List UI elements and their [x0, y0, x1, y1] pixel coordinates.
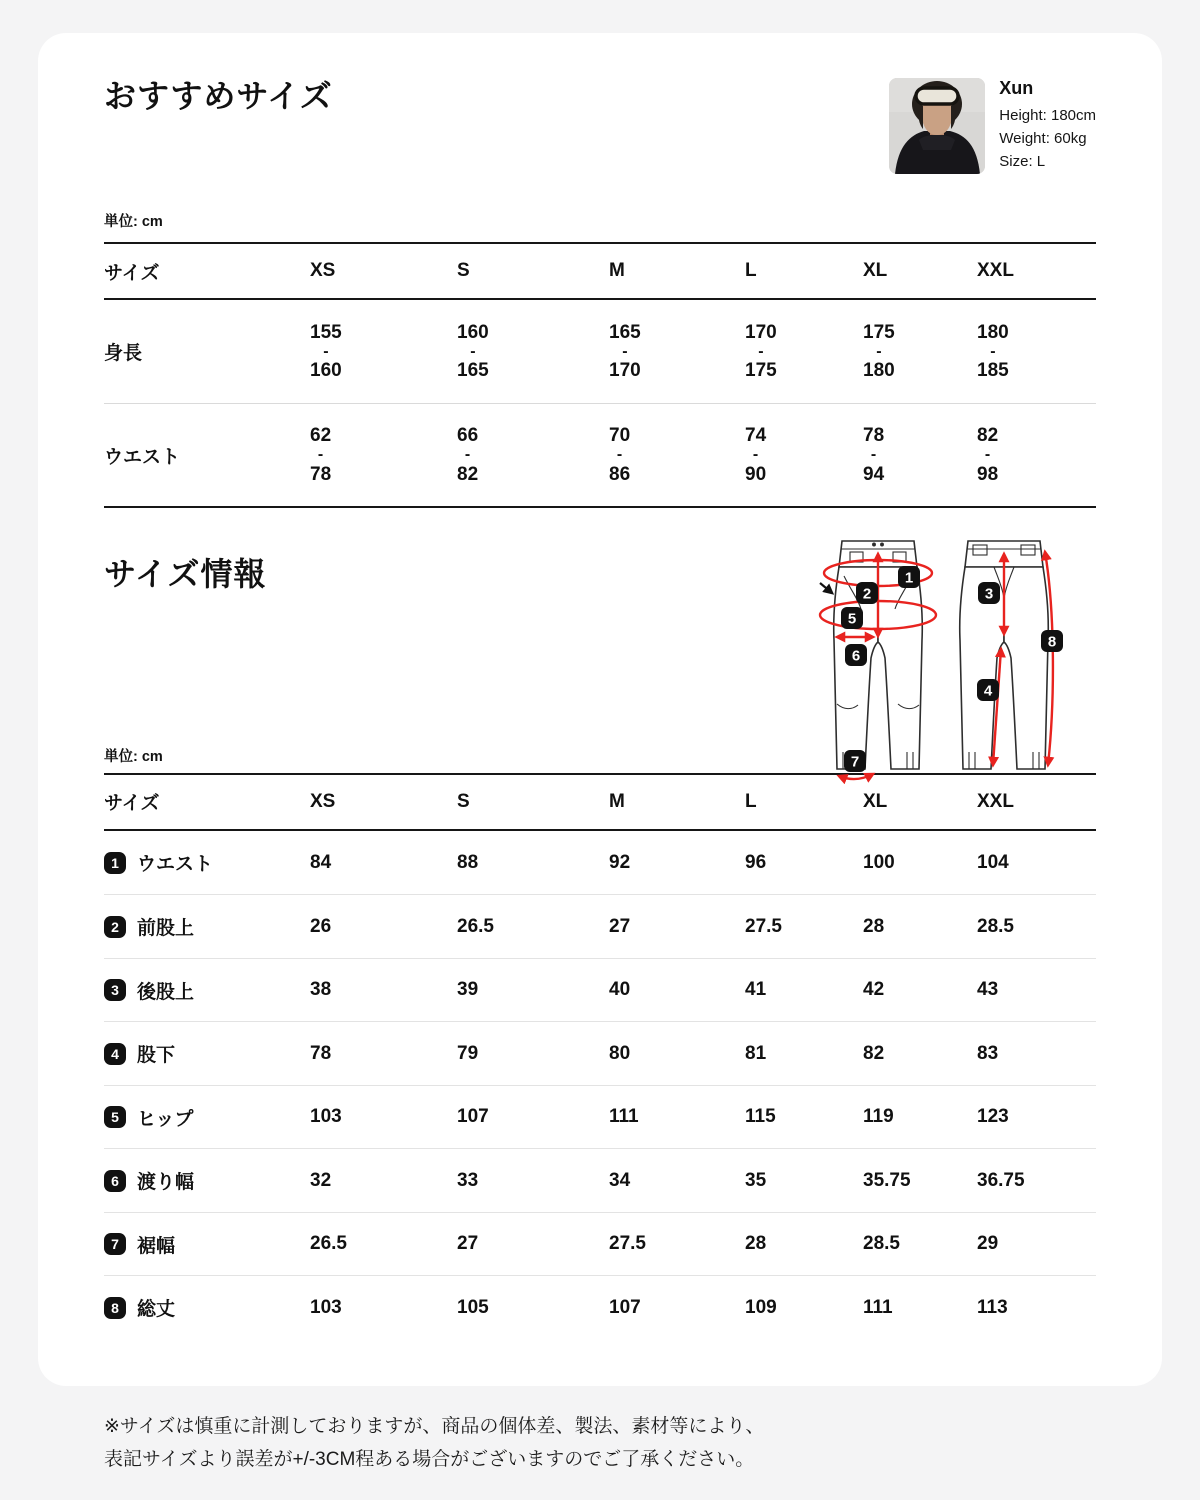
range-value — [863, 423, 884, 487]
row-label — [104, 1231, 310, 1258]
row-label — [104, 849, 310, 876]
value-cell: 107 — [457, 1106, 489, 1128]
range-to: 175 — [745, 360, 777, 382]
table-row — [104, 1085, 1096, 1149]
value-cell: 36.75 — [977, 1169, 1025, 1191]
value-cell: 104 — [977, 851, 1009, 873]
range-value — [977, 320, 1009, 384]
value-cell: 88 — [457, 851, 479, 873]
unit-label: 単位: cm — [104, 748, 163, 765]
range-dash: - — [622, 342, 628, 360]
row-label-text: 渡り幅 — [137, 1172, 195, 1194]
value-cell: 27.5 — [609, 1233, 646, 1255]
range-from: 70 — [609, 425, 631, 447]
value-cell: 27.5 — [745, 915, 782, 937]
measure-badge: 2 — [104, 916, 126, 938]
value-cell — [977, 320, 1096, 384]
row-label-text: 後股上 — [137, 981, 195, 1003]
value-cell — [977, 423, 1096, 487]
range-from: 74 — [745, 425, 767, 447]
svg-text:3: 3 — [984, 585, 994, 603]
range-value — [745, 320, 777, 384]
range-from: 62 — [310, 425, 332, 447]
value-cell: 28.5 — [977, 915, 1014, 937]
unit-label: 単位: cm — [104, 214, 163, 230]
row-label — [104, 1104, 310, 1131]
badge-7 — [844, 750, 866, 772]
range-to: 78 — [310, 463, 332, 485]
pocket-pointer-icon — [820, 583, 832, 593]
measure-badge: 5 — [104, 1106, 126, 1128]
pants-diagram-svg — [808, 536, 1100, 784]
table-row — [104, 404, 1096, 508]
value-cell: 28 — [745, 1233, 767, 1255]
value-cell: 111 — [863, 1296, 893, 1318]
row-label: 身長 — [104, 343, 143, 364]
value-cell: 107 — [609, 1296, 641, 1318]
table-header-row — [104, 244, 1096, 300]
range-from: 155 — [310, 321, 342, 343]
value-cell: 113 — [977, 1296, 1008, 1318]
value-cell — [310, 423, 457, 487]
table-row — [104, 1275, 1096, 1339]
model-info — [889, 78, 1096, 174]
value-cell: 34 — [609, 1169, 631, 1191]
value-cell: 42 — [863, 979, 885, 1001]
row-label — [104, 977, 310, 1004]
range-value — [745, 423, 766, 487]
row-label — [104, 913, 310, 940]
range-dash: - — [752, 446, 759, 464]
disclaimer-line-1: ※サイズは慎重に計測しておりますが、商品の個体差、製法、素材等により、 — [104, 1416, 765, 1437]
size-chart-card — [38, 33, 1162, 1386]
value-cell: 79 — [457, 1042, 479, 1064]
measure-badge: 4 — [104, 1043, 126, 1065]
value-cell — [609, 320, 745, 384]
range-value — [310, 320, 342, 384]
value-cell: 103 — [310, 1106, 342, 1128]
range-dash: - — [758, 342, 764, 360]
value-cell: 103 — [310, 1296, 342, 1318]
column-header: L — [745, 790, 757, 812]
row-label-text: ウエスト — [137, 854, 214, 876]
value-cell: 96 — [745, 851, 767, 873]
model-weight: Weight: 60kg — [999, 130, 1087, 147]
size-info-table — [104, 773, 1096, 1339]
column-header: XL — [863, 260, 888, 281]
value-cell: 32 — [310, 1169, 332, 1191]
svg-text:5: 5 — [847, 610, 857, 628]
value-cell: 123 — [977, 1106, 1009, 1128]
range-dash: - — [323, 342, 329, 360]
badge-5 — [841, 607, 863, 629]
value-cell: 100 — [863, 851, 895, 873]
value-cell: 35 — [745, 1169, 767, 1191]
row-label-text: 前股上 — [137, 918, 195, 940]
model-portrait-illustration — [889, 78, 985, 174]
value-cell: 28.5 — [863, 1233, 900, 1255]
value-cell: 119 — [863, 1106, 894, 1128]
page-title: おすすめサイズ — [104, 78, 333, 114]
row-label-text: 総丈 — [137, 1299, 176, 1321]
disclaimer-line-2: 表記サイズより誤差が+/-3CM程ある場合がございますのでご了承ください。 — [104, 1449, 755, 1470]
column-header: サイズ — [104, 262, 160, 284]
model-name: Xun — [999, 78, 1034, 98]
table-row — [104, 1212, 1096, 1276]
range-dash: - — [876, 342, 882, 360]
value-cell: 29 — [977, 1233, 999, 1255]
range-dash: - — [317, 446, 324, 464]
model-height: Height: 180cm — [999, 107, 1096, 124]
model-photo — [889, 78, 985, 174]
value-cell: 41 — [745, 979, 767, 1001]
value-cell: 83 — [977, 1042, 999, 1064]
value-cell — [457, 423, 609, 487]
table-row — [104, 300, 1096, 404]
range-dash: - — [984, 446, 991, 464]
range-to: 86 — [609, 463, 631, 485]
range-from: 175 — [863, 321, 895, 343]
range-from: 82 — [977, 425, 999, 447]
badge-1 — [898, 566, 920, 588]
range-to: 94 — [863, 463, 885, 485]
column-header: S — [457, 260, 470, 281]
value-cell: 27 — [609, 915, 631, 937]
table-row — [104, 1021, 1096, 1085]
value-cell: 105 — [457, 1296, 489, 1318]
svg-text:7: 7 — [850, 753, 860, 771]
badge-8 — [1041, 630, 1063, 652]
row-label — [104, 1040, 310, 1067]
badge-6 — [845, 644, 867, 666]
range-value — [457, 320, 489, 384]
model-text — [999, 78, 1096, 174]
size-info-title: サイズ情報 — [104, 556, 267, 592]
table-row — [104, 894, 1096, 958]
column-header: サイズ — [104, 793, 160, 815]
pants-measurement-diagram — [808, 536, 1100, 784]
range-from: 165 — [609, 321, 641, 343]
measure-badge: 7 — [104, 1233, 126, 1255]
range-value — [977, 423, 998, 487]
column-header: M — [609, 790, 625, 812]
range-to: 82 — [457, 463, 479, 485]
range-from: 170 — [745, 321, 777, 343]
recommended-size-table — [104, 242, 1096, 508]
svg-text:4: 4 — [983, 682, 993, 700]
value-cell: 78 — [310, 1042, 332, 1064]
table-row — [104, 958, 1096, 1022]
range-to: 170 — [609, 360, 641, 382]
column-header: M — [609, 260, 625, 281]
range-value — [609, 320, 641, 384]
value-cell: 84 — [310, 851, 332, 873]
row-label — [104, 1167, 310, 1194]
range-value — [310, 423, 331, 487]
range-dash: - — [464, 446, 471, 464]
range-to: 165 — [457, 360, 489, 382]
row-label-text: ヒップ — [137, 1108, 194, 1130]
column-header: XS — [310, 260, 336, 281]
range-to: 160 — [310, 360, 342, 382]
disclaimer — [104, 1410, 764, 1476]
range-dash: - — [470, 342, 476, 360]
row-label: ウエスト — [104, 446, 181, 468]
value-cell — [310, 320, 457, 384]
range-dash: - — [990, 342, 996, 360]
column-header: L — [745, 260, 757, 281]
badge-4 — [977, 679, 999, 701]
value-cell: 115 — [745, 1106, 776, 1128]
badge-3 — [978, 582, 1000, 604]
value-cell: 39 — [457, 979, 479, 1001]
svg-text:6: 6 — [851, 647, 861, 665]
range-from: 180 — [977, 321, 1009, 343]
column-header: XS — [310, 790, 336, 812]
row-label — [104, 1294, 310, 1321]
size-info-section — [104, 508, 1096, 1339]
range-from: 78 — [863, 425, 885, 447]
model-size: Size: L — [999, 153, 1046, 170]
value-cell: 92 — [609, 851, 631, 873]
value-cell — [863, 423, 977, 487]
range-to: 98 — [977, 463, 999, 485]
hem-width-arrow — [839, 774, 873, 779]
value-cell: 26 — [310, 915, 332, 937]
column-header: S — [457, 790, 470, 812]
value-cell: 26.5 — [457, 915, 494, 937]
range-value — [863, 320, 895, 384]
header-row — [104, 78, 1096, 174]
svg-text:8: 8 — [1047, 633, 1057, 651]
badge-2 — [856, 582, 878, 604]
range-to: 185 — [977, 360, 1009, 382]
svg-text:2: 2 — [862, 585, 872, 603]
table-row — [104, 831, 1096, 895]
range-value — [457, 423, 478, 487]
row-label-text: 股下 — [137, 1045, 176, 1067]
value-cell — [457, 320, 609, 384]
measure-badge: 8 — [104, 1297, 126, 1319]
measure-badge: 6 — [104, 1170, 126, 1192]
measure-badge: 1 — [104, 852, 126, 874]
value-cell — [609, 423, 745, 487]
value-cell: 111 — [609, 1106, 639, 1128]
value-cell: 26.5 — [310, 1233, 347, 1255]
value-cell: 82 — [863, 1042, 885, 1064]
range-dash: - — [870, 446, 877, 464]
value-cell: 28 — [863, 915, 885, 937]
svg-text:1: 1 — [904, 569, 914, 587]
row-label-text: 裾幅 — [137, 1235, 176, 1257]
range-value — [609, 423, 630, 487]
value-cell: 40 — [609, 979, 631, 1001]
value-cell: 27 — [457, 1233, 479, 1255]
value-cell — [745, 423, 863, 487]
value-cell: 35.75 — [863, 1169, 911, 1191]
value-cell — [863, 320, 977, 384]
range-from: 160 — [457, 321, 489, 343]
range-to: 180 — [863, 360, 895, 382]
measure-badge: 3 — [104, 979, 126, 1001]
value-cell: 33 — [457, 1169, 479, 1191]
value-cell: 38 — [310, 979, 332, 1001]
column-header: XXL — [977, 790, 1014, 812]
range-from: 66 — [457, 425, 479, 447]
column-header: XL — [863, 790, 888, 812]
value-cell: 43 — [977, 979, 999, 1001]
value-cell: 80 — [609, 1042, 631, 1064]
value-cell: 81 — [745, 1042, 767, 1064]
table-row — [104, 1148, 1096, 1212]
range-to: 90 — [745, 463, 767, 485]
range-dash: - — [616, 446, 623, 464]
value-cell: 109 — [745, 1296, 777, 1318]
column-header: XXL — [977, 260, 1014, 281]
value-cell — [745, 320, 863, 384]
